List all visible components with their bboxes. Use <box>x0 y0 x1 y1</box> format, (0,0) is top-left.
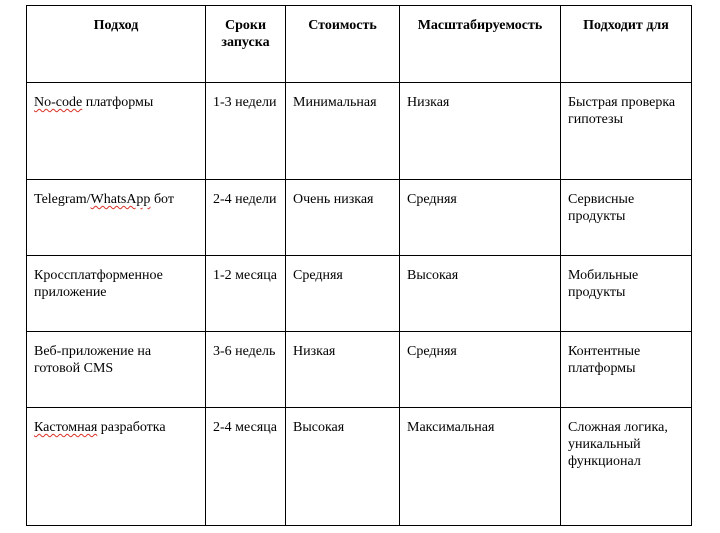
cell-suitable-for: Сложная логика, уникальный функционал <box>561 408 692 526</box>
cell-text: разработка <box>97 420 166 435</box>
cell-suitable-for: Быстрая проверка гипотезы <box>561 83 692 180</box>
header-suitable-for: Подходит для <box>561 6 692 83</box>
header-cost: Стоимость <box>286 6 400 83</box>
cell-approach: Веб-приложение на готовой CMS <box>27 332 206 408</box>
spellcheck-word: WhatsApp <box>90 192 151 207</box>
cell-timeline: 1-2 месяца <box>206 256 286 332</box>
cell-text: бот <box>150 192 174 207</box>
cell-timeline: 3-6 недель <box>206 332 286 408</box>
table-row <box>27 180 692 256</box>
cell-scalability: Средняя <box>400 180 561 256</box>
cell-scalability: Низкая <box>400 83 561 180</box>
cell-cost: Высокая <box>286 408 400 526</box>
cell-approach <box>27 83 206 180</box>
cell-scalability: Высокая <box>400 256 561 332</box>
cell-cost: Минимальная <box>286 83 400 180</box>
spellcheck-word: No-code <box>34 95 83 110</box>
cell-text: Telegram/ <box>34 192 91 207</box>
spellcheck-word: Кастомная <box>34 420 98 435</box>
table-row <box>27 256 692 332</box>
header-scalability: Масштабируемость <box>400 6 561 83</box>
table-row <box>27 83 692 180</box>
cell-approach <box>27 408 206 526</box>
table-row <box>27 332 692 408</box>
cell-text: платформы <box>82 95 154 110</box>
cell-scalability: Максимальная <box>400 408 561 526</box>
comparison-table <box>26 5 692 526</box>
header-approach: Подход <box>27 6 206 83</box>
cell-timeline: 2-4 месяца <box>206 408 286 526</box>
cell-approach: Кроссплатформенное приложение <box>27 256 206 332</box>
cell-cost: Очень низкая <box>286 180 400 256</box>
cell-timeline: 1-3 недели <box>206 83 286 180</box>
cell-cost: Средняя <box>286 256 400 332</box>
cell-cost: Низкая <box>286 332 400 408</box>
cell-scalability: Средняя <box>400 332 561 408</box>
cell-suitable-for: Сервисные продукты <box>561 180 692 256</box>
header-timeline: Сроки запуска <box>206 6 286 83</box>
cell-suitable-for: Контентные платформы <box>561 332 692 408</box>
table-header-row <box>27 6 692 83</box>
table-row <box>27 408 692 526</box>
cell-approach <box>27 180 206 256</box>
cell-suitable-for: Мобильные продукты <box>561 256 692 332</box>
cell-timeline: 2-4 недели <box>206 180 286 256</box>
